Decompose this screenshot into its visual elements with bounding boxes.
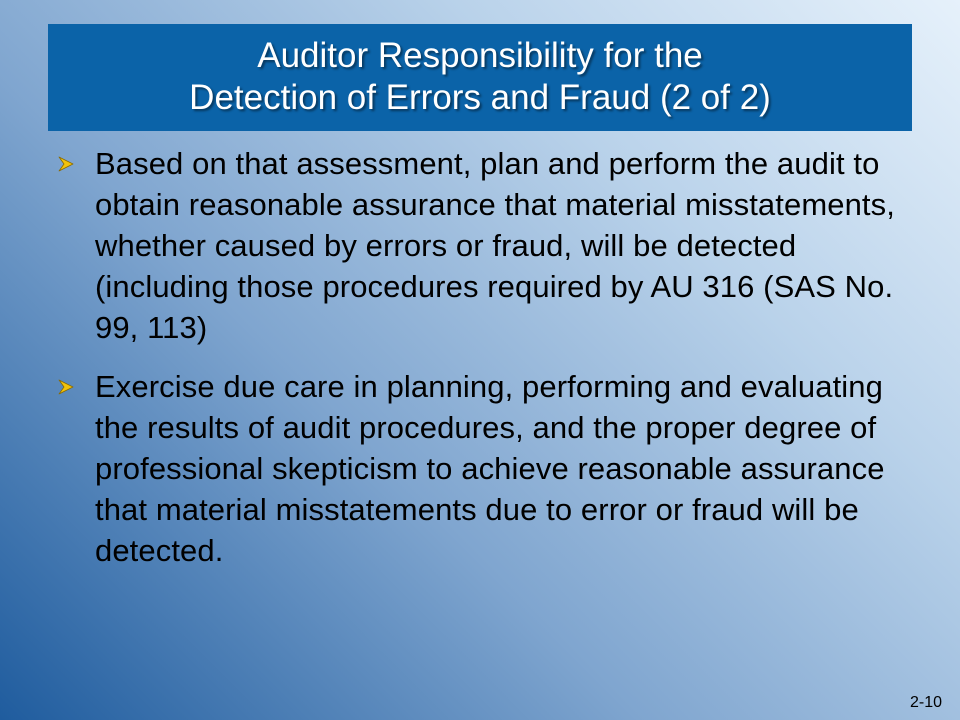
slide-title-bar — [48, 24, 912, 131]
bullet-item — [58, 366, 908, 571]
bullet-item — [58, 143, 908, 348]
slide-title-line-1: Auditor Responsibility for the — [257, 35, 703, 75]
arrowhead-bullet-icon — [58, 366, 95, 407]
slide-title-line-2: Detection of Errors and Fraud (2 of 2) — [189, 77, 771, 117]
bullet-text: Based on that assessment, plan and perform the audit to obtain reasonable assurance that material misstatements, whether caused by errors or fraud, will be detected (including those procedures required by AU 316 (SAS No. 99, 113) — [95, 146, 895, 345]
slide-number: 2-10 — [909, 694, 942, 711]
bullet-text: Exercise due care in planning, performing and evaluating the results of audit procedures, and the proper degree of professional skepticism to achieve reasonable assurance that material misstatements due to error or fraud will be detected. — [95, 369, 885, 568]
arrowhead-bullet-icon — [58, 143, 95, 184]
bullet-list — [58, 143, 908, 589]
